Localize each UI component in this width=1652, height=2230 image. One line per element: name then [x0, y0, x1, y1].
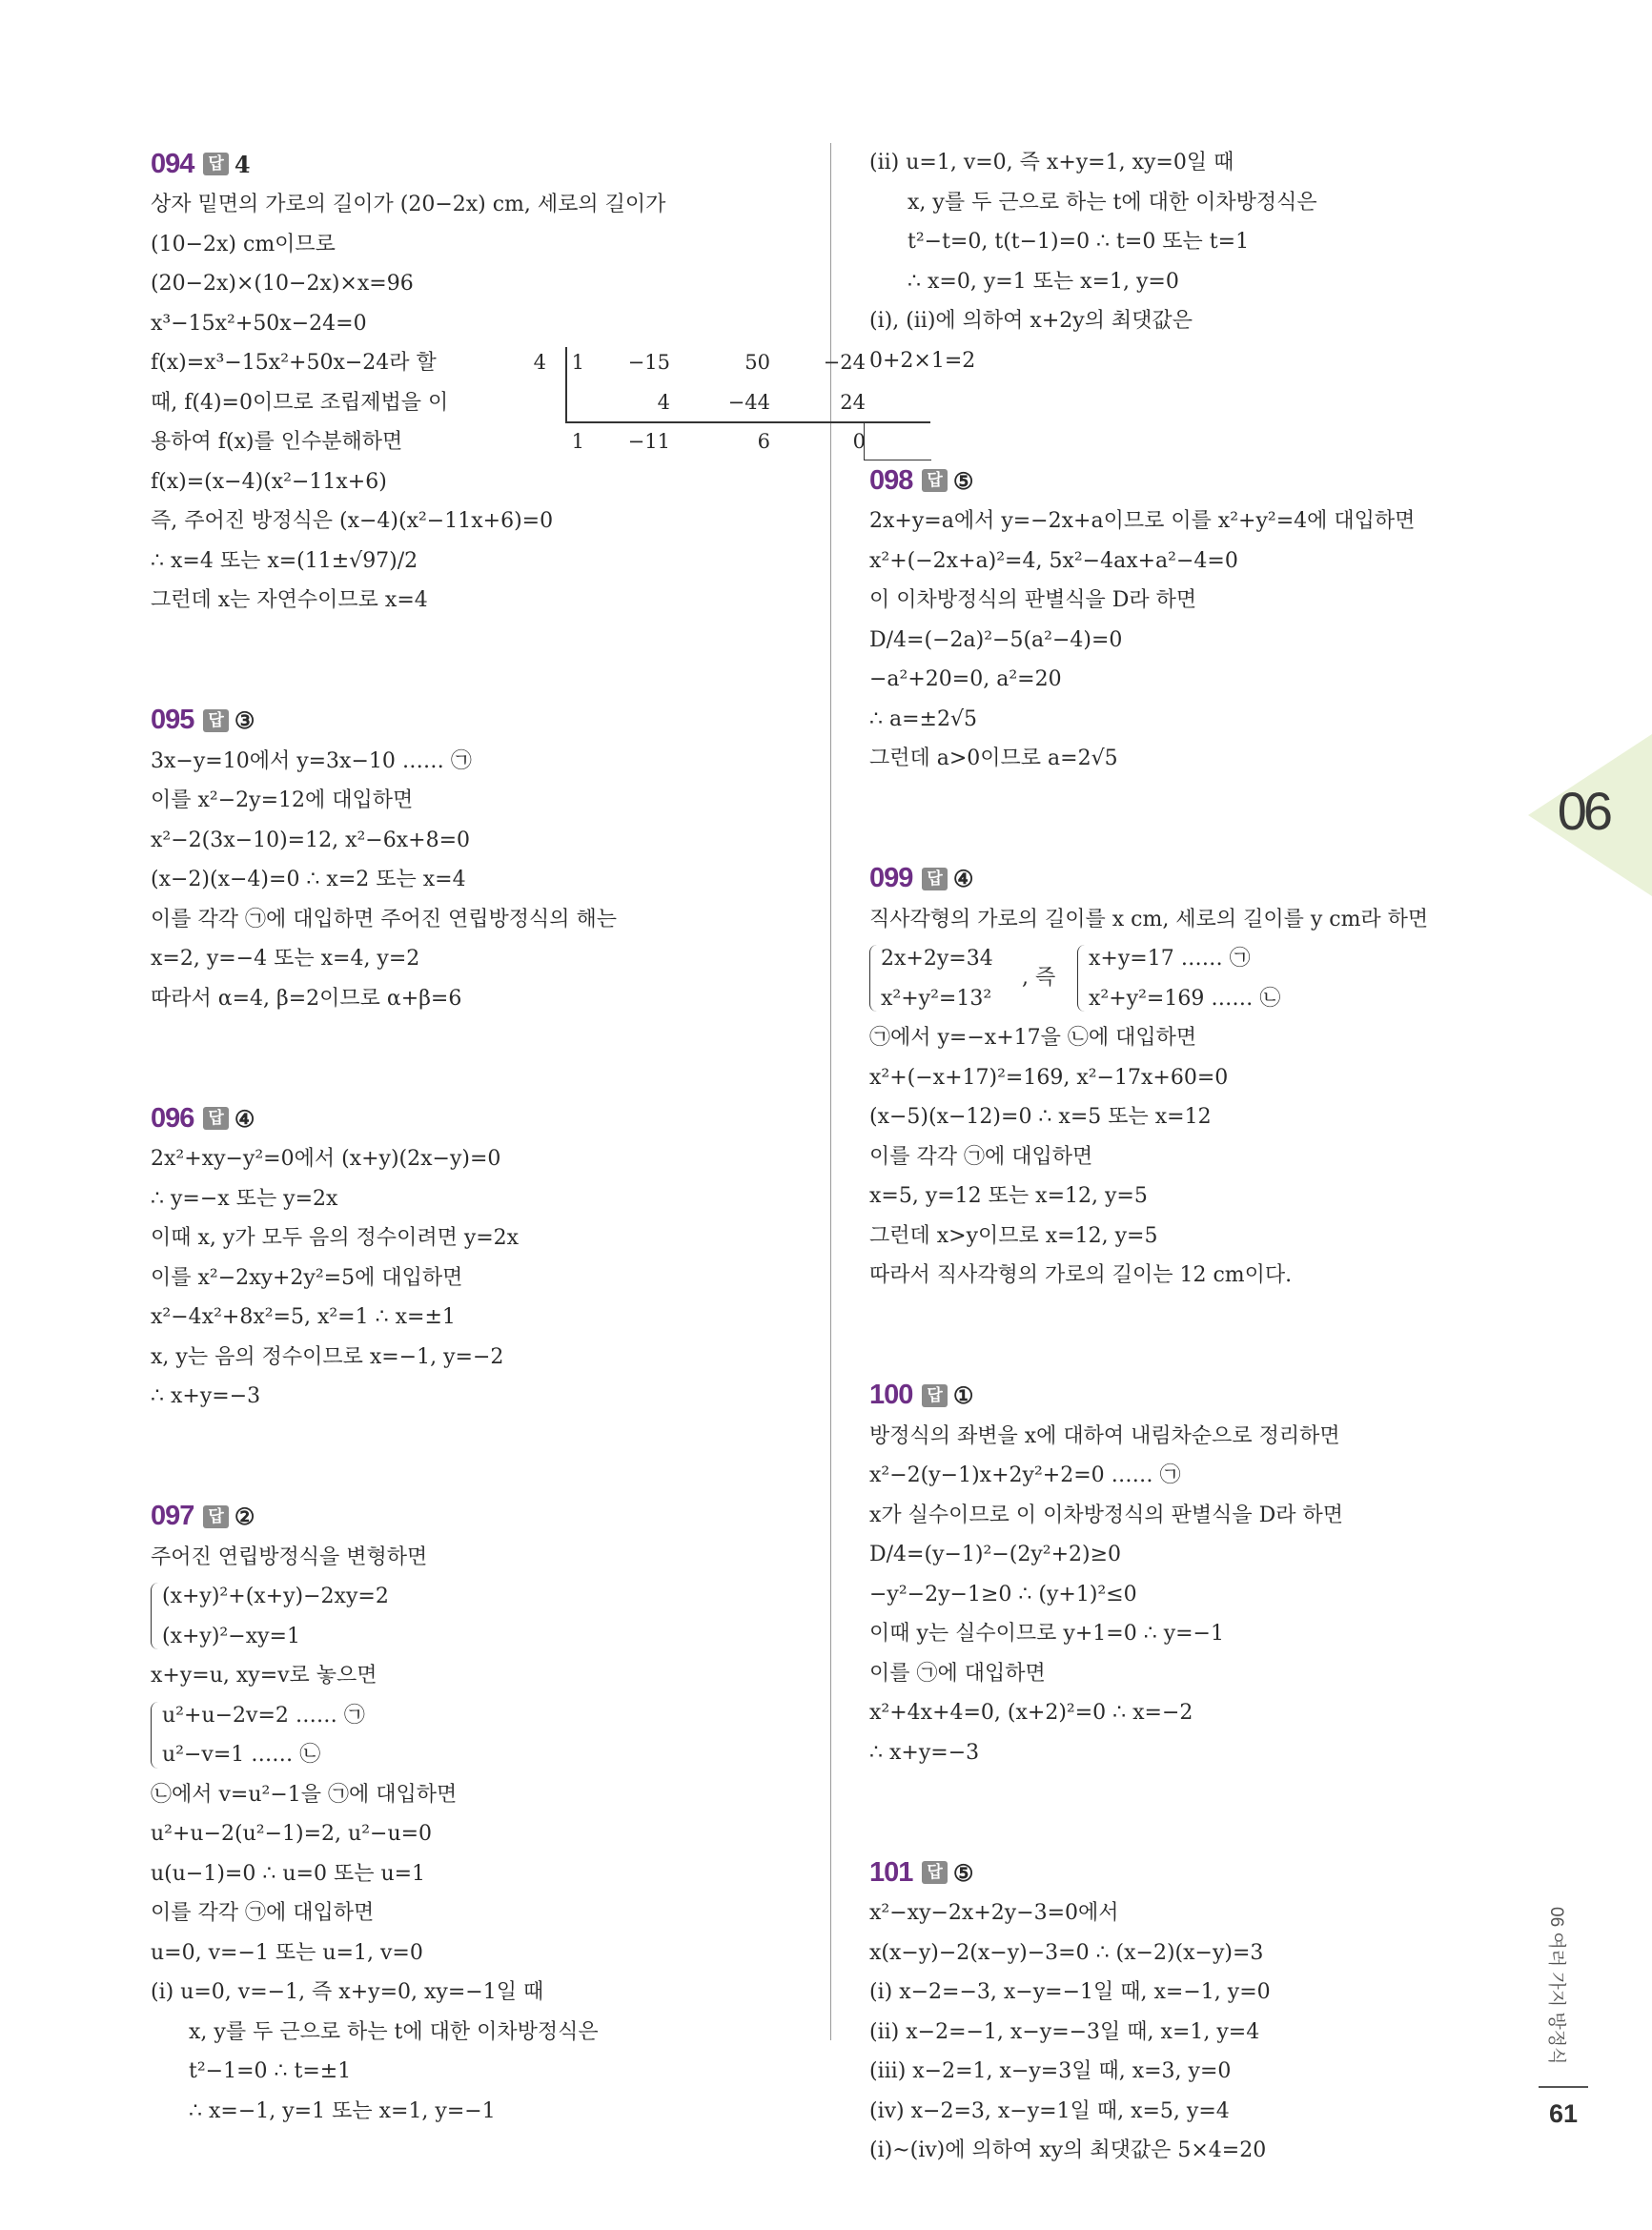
answer-value: ① [952, 1381, 974, 1409]
problem-number: 095 [151, 705, 194, 735]
problem-101 [869, 1852, 1489, 2171]
solution-line: 이 이차방정식의 판별식을 D라 하면 [869, 588, 1197, 612]
solution-line: 0+2×1=2 [869, 348, 976, 373]
coefficient: 50 [744, 351, 770, 374]
page-number-rule [1539, 2086, 1588, 2088]
solution-line: x²−2(3x−10)=12, x²−6x+8=0 [151, 828, 470, 852]
problem-header [869, 1852, 1489, 1893]
solution-line: x가 실수이므로 이 이차방정식의 판별식을 D라 하면 [869, 1503, 1344, 1527]
system-join: , 즉 [1022, 966, 1056, 990]
solution-line: ㉡에서 v=u²−1을 ㉠에 대입하면 [151, 1782, 458, 1807]
answer-badge: 답 [203, 709, 228, 732]
solution-line: ㉠에서 y=−x+17을 ㉡에 대입하면 [869, 1026, 1197, 1050]
solution-line: 이때 y는 실수이므로 y+1=0 ∴ y=−1 [869, 1622, 1224, 1646]
quotient-value: −11 [627, 430, 670, 453]
problem-header [151, 1496, 808, 1538]
system-equation: 2x+2y=34 [881, 947, 993, 971]
solution-line: x(x−y)−2(x−y)−3=0 ∴ (x−2)(x−y)=3 [869, 1940, 1264, 1965]
solution-line: ∴ x+y=−3 [151, 1384, 261, 1408]
solution-line: (10−2x) cm이므로 [151, 232, 336, 256]
answer-value: ② [234, 1503, 255, 1530]
solution-line: 용하여 f(x)를 인수분해하면 [151, 430, 403, 454]
solution-line: 따라서 직사각형의 가로의 길이는 12 cm이다. [869, 1263, 1293, 1287]
answer-badge: 답 [203, 1107, 228, 1130]
problem-098 [869, 460, 1489, 779]
solution-line: −y²−2y−1≥0 ∴ (y+1)²≤0 [869, 1582, 1137, 1606]
coefficient: −24 [823, 351, 866, 374]
coefficient: 1 [571, 351, 584, 374]
problem-header [869, 460, 1489, 501]
solution-line: 때, f(4)=0이므로 조립제법을 이 [151, 390, 449, 415]
system-equation: u²+u−2v=2 …… ㉠ [162, 1703, 365, 1728]
system-equation: x²+y²=13² [881, 986, 992, 1011]
problem-number: 097 [151, 1501, 194, 1531]
solution-line: 2x²+xy−y²=0에서 (x+y)(2x−y)=0 [151, 1147, 501, 1171]
solution-line: ∴ x+y=−3 [869, 1740, 980, 1765]
solution-line: x, y를 두 근으로 하는 t에 대한 이차방정식은 [189, 2019, 599, 2044]
left-column [151, 143, 866, 2131]
solution-line: x+y=u, xy=v로 놓으면 [151, 1664, 377, 1688]
solution-line: x²−2(y−1)x+2y²+2=0 …… ㉠ [869, 1463, 1181, 1487]
problem-header [151, 700, 808, 742]
solution-line: 상자 밑면의 가로의 길이가 (20−2x) cm, 세로의 길이가 [151, 193, 666, 216]
solution-line: x²−4x²+8x²=5, x²=1 ∴ x=±1 [151, 1305, 456, 1329]
solution-line: f(x)=x³−15x²+50x−24라 할 [151, 351, 437, 375]
answer-badge: 답 [922, 1861, 947, 1884]
problem-094 [151, 143, 866, 621]
problem-095 [151, 700, 808, 1019]
system-equation: x²+y²=169 …… ㉡ [1089, 986, 1281, 1011]
solution-line: x, y는 음의 정수이므로 x=−1, y=−2 [151, 1344, 504, 1369]
problem-number: 099 [869, 863, 913, 893]
problem-number: 101 [869, 1856, 913, 1888]
coefficient: −15 [627, 351, 670, 374]
solution-line: ∴ a=±2√5 [869, 706, 977, 731]
solution-line: ∴ y=−x 또는 y=2x [151, 1186, 338, 1211]
solution-line: (ⅰ)~(ⅳ)에 의하여 xy의 최댓값은 5×4=20 [869, 2138, 1267, 2162]
solution-line: (x−2)(x−4)=0 ∴ x=2 또는 x=4 [151, 868, 466, 891]
solution-line: 이를 각각 ㉠에 대입하면 [151, 1901, 375, 1925]
solution-line: −a²+20=0, a²=20 [869, 667, 1062, 691]
solution-line: t²−t=0, t(t−1)=0 ∴ t=0 또는 t=1 [908, 230, 1250, 254]
equation-system-pair [869, 939, 1489, 1018]
quotient-value: 1 [571, 430, 584, 453]
solution-line: 직사각형의 가로의 길이를 x cm, 세로의 길이를 y cm라 하면 [869, 907, 1429, 931]
equation-system [151, 1696, 808, 1775]
product-value: 4 [657, 390, 670, 414]
solution-line: 즉, 주어진 방정식은 (x−4)(x²−11x+6)=0 [151, 509, 554, 533]
solution-line: 2x+y=a에서 y=−2x+a이므로 이를 x²+y²=4에 대입하면 [869, 509, 1416, 533]
problem-097-continued [869, 143, 1489, 380]
answer-value: ⑤ [952, 466, 974, 495]
problem-100 [869, 1375, 1489, 1773]
solution-line: 이를 ㉠에 대입하면 [869, 1661, 1046, 1686]
solution-line: 따라서 α=4, β=2이므로 α+β=6 [151, 986, 462, 1011]
problem-header [869, 858, 1489, 900]
answer-badge: 답 [922, 469, 947, 492]
system-equation: x+y=17 …… ㉠ [1089, 947, 1251, 971]
answer-badge: 답 [922, 1384, 947, 1407]
solution-line: x²+(−2x+a)²=4, 5x²−4ax+a²−4=0 [869, 548, 1238, 573]
answer-value: ③ [234, 706, 255, 734]
problem-number: 098 [869, 464, 913, 496]
solution-line: (ⅱ) x−2=−1, x−y=−3일 때, x=1, y=4 [869, 2019, 1260, 2044]
solution-line: 그런데 a>0이므로 a=2√5 [869, 747, 1118, 770]
solution-line: (x−5)(x−12)=0 ∴ x=5 또는 x=12 [869, 1105, 1212, 1129]
system-equation: (x+y)²+(x+y)−2xy=2 [162, 1585, 389, 1608]
right-column [869, 143, 1489, 2171]
solution-line: (ⅲ) x−2=1, x−y=3일 때, x=3, y=0 [869, 2059, 1232, 2083]
solution-line: x²−xy−2x+2y−3=0에서 [869, 1901, 1119, 1925]
solution-line: 그런데 x>y이므로 x=12, y=5 [869, 1223, 1158, 1248]
solution-line: 3x−y=10에서 y=3x−10 …… ㉠ [151, 748, 472, 773]
solution-line: ∴ x=−1, y=1 또는 x=1, y=−1 [189, 2098, 496, 2123]
solution-line: t²−1=0 ∴ t=±1 [189, 2059, 352, 2083]
chapter-side-title: 06 여러 가지 방정식 [1546, 1907, 1566, 2065]
quotient-value: 6 [757, 430, 770, 453]
remainder-value: 0 [852, 430, 866, 453]
solution-line: x²+4x+4=0, (x+2)²=0 ∴ x=−2 [869, 1701, 1193, 1725]
product-value: 24 [840, 390, 866, 414]
solution-line: x, y를 두 근으로 하는 t에 대한 이차방정식은 [908, 190, 1317, 215]
solution-line: x²+(−x+17)²=169, x²−17x+60=0 [869, 1065, 1229, 1090]
solution-line: (20−2x)×(10−2x)×x=96 [151, 272, 414, 296]
solution-line: ∴ x=0, y=1 또는 x=1, y=0 [908, 269, 1179, 294]
answer-value: ⑤ [952, 1858, 974, 1887]
answer-value: 4 [234, 150, 251, 178]
solution-line: D/4=(−2a)²−5(a²−4)=0 [869, 627, 1123, 652]
answer-badge: 답 [203, 1505, 228, 1528]
answer-badge: 답 [203, 153, 228, 175]
solution-line: (ⅰ) x−2=−3, x−y=−1일 때, x=−1, y=0 [869, 1980, 1271, 2004]
problem-097 [151, 1496, 808, 2132]
solution-line: (ⅰ), (ⅱ)에 의하여 x+2y의 최댓값은 [869, 309, 1193, 333]
solution-line: x=2, y=−4 또는 x=4, y=2 [151, 947, 420, 971]
solution-line: 이를 x²−2y=12에 대입하면 [151, 788, 414, 812]
chapter-tab-number: 06 [1557, 781, 1609, 841]
problem-number: 100 [869, 1380, 913, 1410]
solution-line: (ⅰ) u=0, v=−1, 즉 x+y=0, xy=−1일 때 [151, 1980, 544, 2004]
solution-line: 이를 x²−2xy+2y²=5에 대입하면 [151, 1265, 463, 1290]
problem-099 [869, 858, 1489, 1296]
problem-number: 096 [151, 1102, 194, 1134]
solution-line: 이를 각각 ㉠에 대입하면 주어진 연립방정식의 해는 [151, 907, 618, 931]
solution-line: 방정식의 좌변을 x에 대하여 내림차순으로 정리하면 [869, 1423, 1340, 1448]
solution-line: D/4=(y−1)²−(2y²+2)≥0 [869, 1543, 1122, 1566]
solution-line: x=5, y=12 또는 x=12, y=5 [869, 1184, 1148, 1208]
problem-header [151, 143, 808, 185]
equation-system [151, 1577, 808, 1656]
solution-line: u²+u−2(u²−1)=2, u²−u=0 [151, 1822, 433, 1846]
system-equation: u²−v=1 …… ㉡ [162, 1743, 321, 1767]
problem-header [869, 1375, 1489, 1417]
answer-value: ④ [952, 865, 974, 892]
solution-line: 주어진 연립방정식을 변형하면 [151, 1545, 428, 1569]
product-value: −44 [727, 390, 770, 414]
solution-line: f(x)=(x−4)(x²−11x+6) [151, 469, 387, 494]
solution-line: u=0, v=−1 또는 u=1, v=0 [151, 1940, 423, 1965]
problem-number: 094 [151, 148, 194, 179]
solution-line: (ⅱ) u=1, v=0, 즉 x+y=1, xy=0일 때 [869, 151, 1234, 174]
answer-value: ④ [234, 1104, 255, 1133]
solution-line: 그런데 x는 자연수이므로 x=4 [151, 588, 428, 612]
answer-badge: 답 [922, 868, 947, 890]
solution-line: 이때 x, y가 모두 음의 정수이려면 y=2x [151, 1226, 520, 1250]
problem-header [151, 1097, 808, 1139]
page-number: 61 [1548, 2099, 1579, 2128]
solution-line: u(u−1)=0 ∴ u=0 또는 u=1 [151, 1861, 426, 1886]
synthetic-division-block [151, 343, 866, 462]
system-equation: (x+y)²−xy=1 [162, 1624, 300, 1648]
problem-096 [151, 1097, 808, 1417]
division-root: 4 [533, 351, 546, 374]
solution-line: 이를 각각 ㉠에 대입하면 [869, 1144, 1093, 1169]
solution-line: ∴ x=4 또는 x=(11±√97)/2 [151, 548, 418, 573]
solution-line: (ⅳ) x−2=3, x−y=1일 때, x=5, y=4 [869, 2098, 1230, 2123]
solution-line: x³−15x²+50x−24=0 [151, 311, 367, 336]
